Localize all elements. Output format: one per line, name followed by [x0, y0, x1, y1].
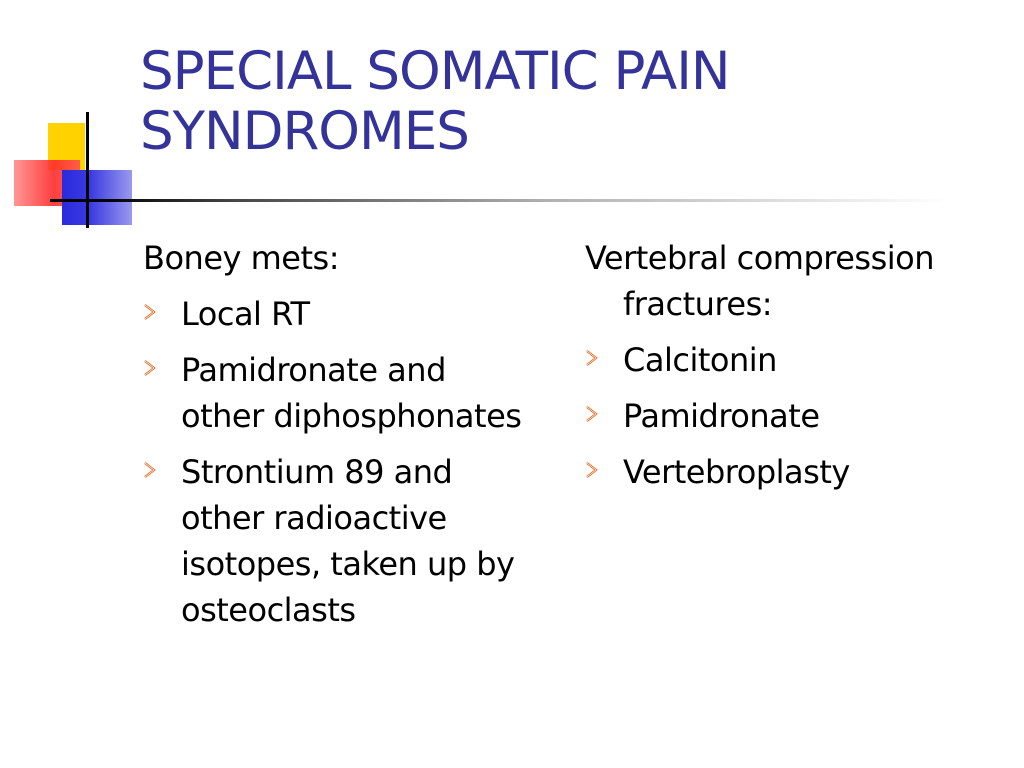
left-column-heading: Boney mets: — [143, 239, 339, 277]
right-column — [585, 235, 1005, 505]
bullet-text: Calcitonin — [623, 341, 777, 379]
vertical-rule — [86, 112, 89, 228]
bullet-text: Pamidronate and other diphosphonates — [181, 351, 522, 435]
chevron-arrow-icon — [585, 404, 599, 424]
right-column-heading: Vertebral compression fractures: — [585, 239, 935, 323]
left-bullet-list — [143, 291, 523, 633]
chevron-arrow-icon — [585, 460, 599, 480]
chevron-arrow-icon — [143, 460, 157, 480]
slide-title: SPECIAL SOMATIC PAIN SYNDROMES — [140, 41, 730, 162]
title-underline — [50, 199, 950, 202]
bullet-text: Local RT — [181, 295, 310, 333]
bullet-text: Vertebroplasty — [623, 453, 850, 491]
chevron-arrow-icon — [143, 358, 157, 378]
bullet-text: Pamidronate — [623, 397, 820, 435]
bullet-text: Strontium 89 and other radioactive isotopes, taken up by osteoclasts — [181, 453, 515, 629]
left-column — [143, 235, 523, 643]
list-item — [143, 291, 523, 337]
list-item — [585, 449, 1005, 495]
list-item — [585, 393, 1005, 439]
right-bullet-list — [585, 337, 1005, 495]
list-item — [143, 449, 523, 633]
chevron-arrow-icon — [585, 348, 599, 368]
blue-square — [62, 170, 132, 225]
corner-decoration — [0, 0, 160, 240]
list-item — [585, 337, 1005, 383]
chevron-arrow-icon — [143, 302, 157, 322]
list-item — [143, 347, 523, 439]
